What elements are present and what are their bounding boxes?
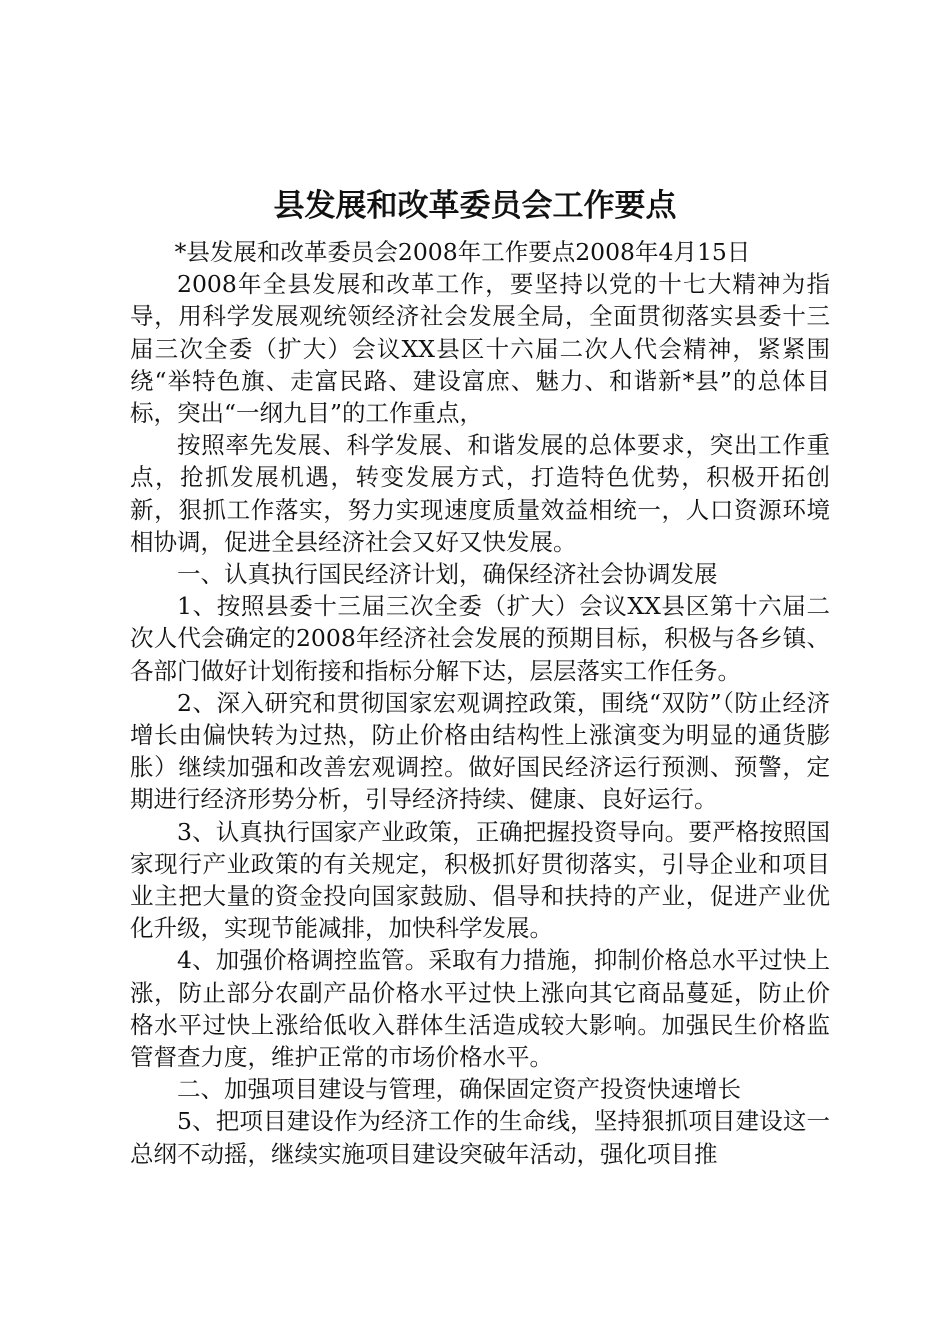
document-body xyxy=(130,236,830,1170)
paragraph-item-3: 3、认真执行国家产业政策，正确把握投资导向。要严格按照国家现行产业政策的有关规定，积极抓好贯彻落实，引导企业和项目业主把大量的资金投向国家鼓励、倡导和扶持的产业，促进产业优化升级，实现节能减排，加快科学发展。 xyxy=(130,817,830,943)
paragraph-intro: 2008年全县发展和改革工作，要坚持以党的十七大精神为指导，用科学发展观统领经济社会发展全局，全面贯彻落实县委十三届三次全委（扩大）会议XX县区十六届二次人代会精神，紧紧围绕“举特色旗、走富民路、建设富庶、魅力、和谐新*县”的总体目标，突出“一纲九目”的工作重点， xyxy=(130,270,830,428)
section-heading-1: 一、认真执行国民经济计划，确保经济社会协调发展 xyxy=(177,560,718,589)
document-title: 县发展和改革委员会工作要点 xyxy=(273,188,677,224)
paragraph-item-1: 1、按照县委十三届三次全委（扩大）会议XX县区第十六届二次人代会确定的2008年经济社会发展的预期目标，积极与各乡镇、各部门做好计划衔接和指标分解下达，层层落实工作任务。 xyxy=(130,592,830,685)
section-heading-2: 二、加强项目建设与管理，确保固定资产投资快速增长 xyxy=(177,1075,741,1104)
paragraph-item-2: 2、深入研究和贯彻国家宏观调控政策，围绕“双防”（防止经济增长由偏快转为过热，防止价格由结构性上涨演变为明显的通货膨胀）继续加强和改善宏观调控。做好国民经济运行预测、预警，定期进行经济形势分析，引导经济持续、健康、良好运行。 xyxy=(130,688,830,814)
document-subtitle-line: *县发展和改革委员会2008年工作要点2008年4月15日 xyxy=(174,238,751,266)
paragraph-requirements: 按照率先发展、科学发展、和谐发展的总体要求，突出工作重点，抢抓发展机遇，转变发展方式，打造特色优势，积极开拓创新，狠抓工作落实，努力实现速度质量效益相统一，人口资源环境相协调，促进全县经济社会又好又快发展。 xyxy=(130,431,830,556)
paragraph-item-4: 4、加强价格调控监管。采取有力措施，抑制价格总水平过快上涨，防止部分农副产品价格水平过快上涨向其它商品蔓延，防止价格水平过快上涨给低收入群体生活造成较大影响。加强民生价格监管督查力度，维护正常的市场价格水平。 xyxy=(130,946,830,1072)
paragraph-item-5: 5、把项目建设作为经济工作的生命线，坚持狠抓项目建设这一总纲不动摇，继续实施项目建设突破年活动，强化项目推 xyxy=(130,1107,830,1168)
